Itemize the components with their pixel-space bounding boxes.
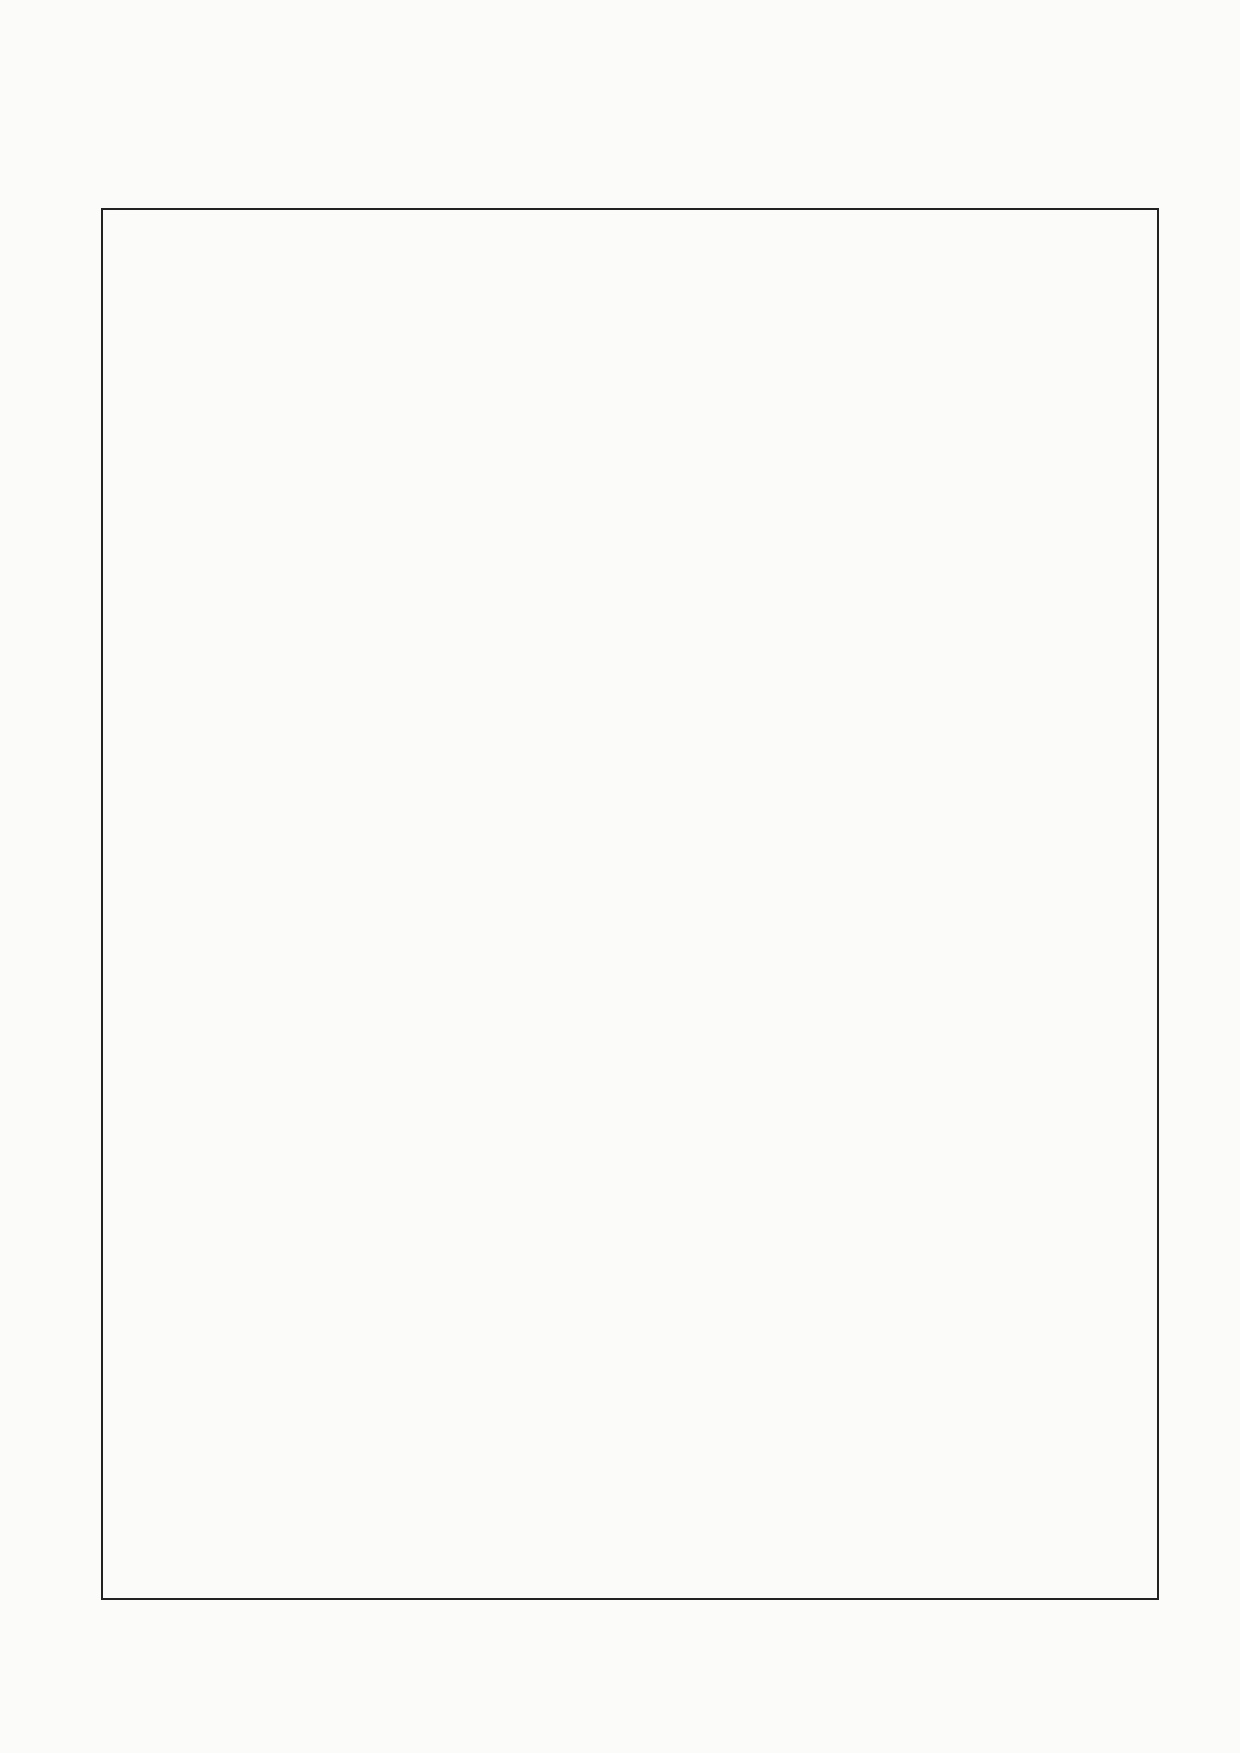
results-table <box>101 208 1159 1600</box>
